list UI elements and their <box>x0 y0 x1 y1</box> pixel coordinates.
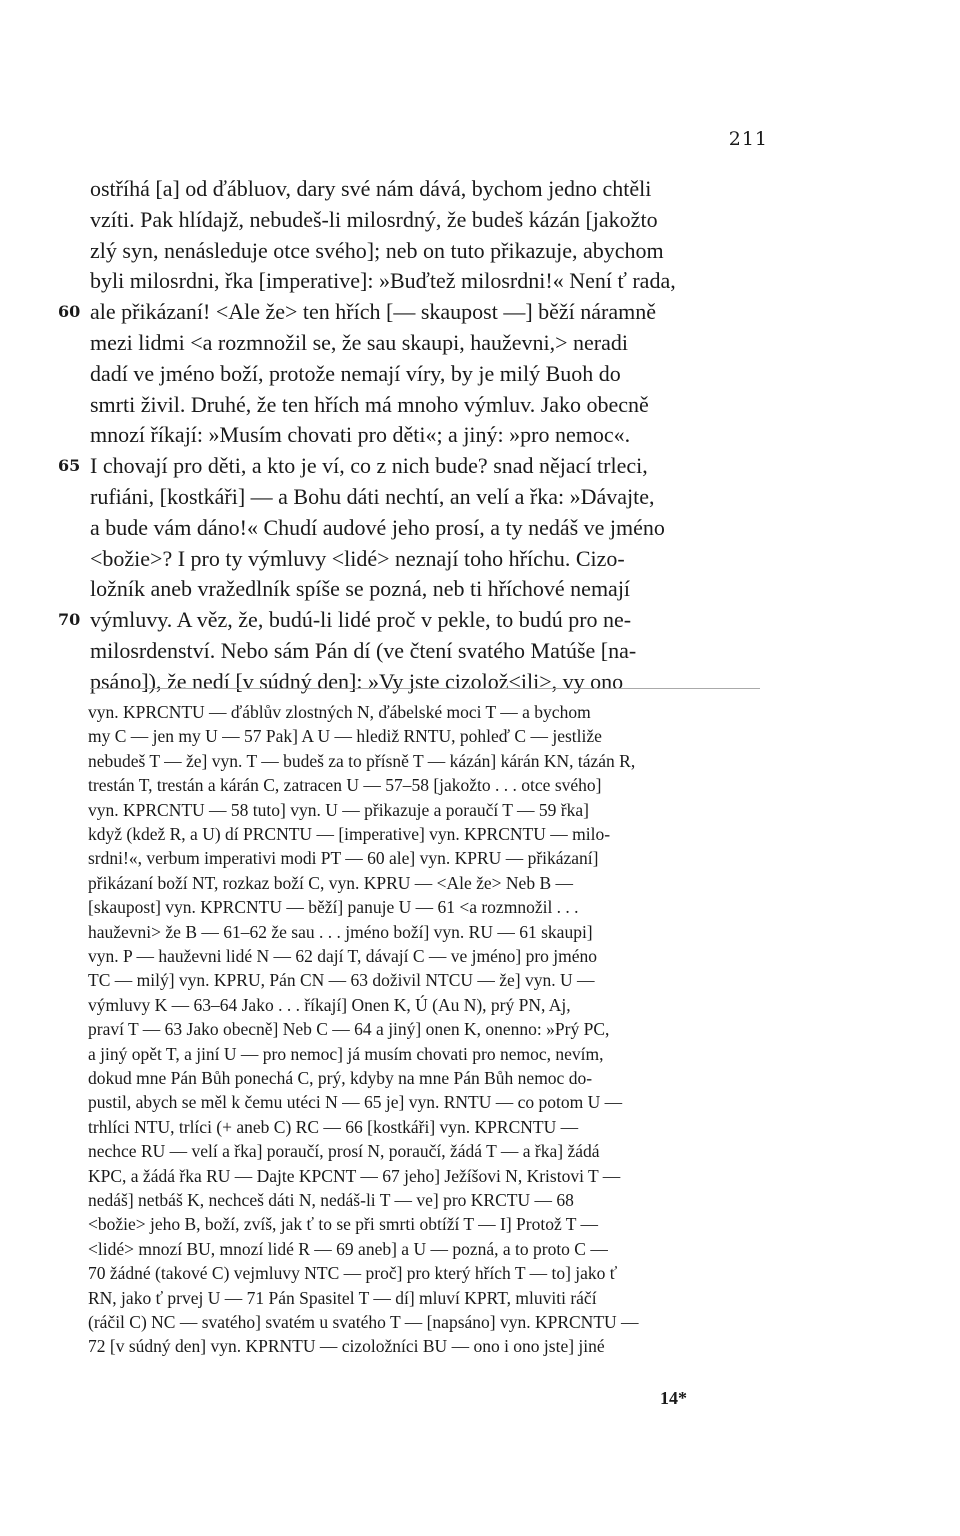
apparatus-line: 70 žádné (takové C) vejmluvy NTC — proč] pro který hřích T — to] jako ť <box>88 1263 618 1283</box>
text-line: psáno]), že nedí [v súdný den]: »Vy jste cizolož<ili>, vy ono <box>90 669 624 694</box>
text-line: I chovají pro děti, a kto je ví, co z nich bude? snad nějací trleci, <box>90 453 648 478</box>
footnote-separator <box>90 688 760 689</box>
text-line: ložník aneb vražedlník spíše se pozná, neb ti hříchové nemají <box>90 576 631 601</box>
text-line: <božie>? I pro ty výmluvy <lidé> neznají toho hříchu. Cizo- <box>90 546 625 571</box>
apparatus-line: nechce RU — velí a řka] poraučí, prosí N, poraučí, žádá T — a řka] žádá <box>88 1141 600 1161</box>
apparatus-line: trhlíci NTU, trlíci (+ aneb C) RC — 66 [kostkáři] vyn. KPRCNTU — <box>88 1117 579 1137</box>
apparatus-line: praví T — 63 Jako obecně] Neb C — 64 a jiný] onen K, onenno: »Prý PC, <box>88 1019 610 1039</box>
text-line: smrti živil. Druhé, že ten hřích má mnoho výmluv. Jako obecně <box>90 392 649 417</box>
text-line: milosrdenství. Nebo sám Pán dí (ve čtení svatého Matúše [na- <box>90 638 637 663</box>
apparatus-line: dokud mne Pán Bůh ponechá C, prý, kdyby na mne Pán Bůh nemoc do- <box>88 1068 593 1088</box>
apparatus-line: KPC, a žádá řka RU — Dajte KPCNT — 67 jeho] Ježíšovi N, Kristovi T — <box>88 1166 621 1186</box>
apparatus-line: vyn. P — hauževni lidé N — 62 dají T, dávají C — ve jméno] pro jméno <box>88 946 598 966</box>
text-line: vzíti. Pak hlídajž, nebudeš-li milosrdný, že budeš kázán [jakožto <box>90 207 658 232</box>
line-number: 70 <box>58 610 81 629</box>
text-line: mezi lidmi <a rozmnožil se, že sau skaupi, hauževni,> neradi <box>90 330 628 355</box>
line-number: 60 <box>58 302 81 321</box>
text-line: výmluvy. A věz, že, budú-li lidé proč v pekle, to budú pro ne- <box>90 607 632 632</box>
apparatus-line: trestán T, trestán a kárán C, zatracen U — 57–58 [jakožto . . . otce svého] <box>88 775 602 795</box>
text-line: ale přikázaní! <Ale že> ten hřích [— skaupost —] běží náramně <box>90 299 657 324</box>
apparatus-line: hauževni> že B — 61–62 že sau . . . jméno boží] vyn. RU — 61 skaupi] <box>88 922 593 942</box>
text-line: byli milosrdni, řka [imperative]: »Buďtež milosrdni!« Není ť rada, <box>90 268 676 293</box>
apparatus-line: přikázaní boží NT, rozkaz boží C, vyn. KPRU — <Ale že> Neb B — <box>88 873 573 893</box>
apparatus-line: <lidé> mnozí BU, mnozí lidé R — 69 aneb] a U — pozná, a to proto C — <box>88 1239 608 1259</box>
apparatus-line: [skaupost] vyn. KPRCNTU — běží] panuje U — 61 <a rozmnožil . . . <box>88 897 579 917</box>
apparatus-line: vyn. KPRCNTU — ďáblův zlostných N, ďábelské moci T — a bychom <box>88 702 591 722</box>
apparatus-line: nedáš] netbáš K, nechceš dáti N, nedáš-li T — ve] pro KRCTU — 68 <box>88 1190 574 1210</box>
apparatus-line: TC — milý] vyn. KPRU, Pán CN — 63 doživil NTCU — že] vyn. U — <box>88 970 595 990</box>
apparatus-line: když (kdež R, a U) dí PRCNTU — [imperative] vyn. KPRCNTU — milo- <box>88 824 611 844</box>
apparatus-line: výmluvy K — 63–64 Jako . . . říkají] Onen K, Ú (Au N), prý PN, Aj, <box>88 995 571 1015</box>
text-line: rufiáni, [kostkáři] — a Bohu dáti nechtí, an velí a řka: »Dávajte, <box>90 484 655 509</box>
page-number: 211 <box>728 128 768 150</box>
apparatus-line: srdni!«, verbum imperativi modi PT — 60 ale] vyn. KPRU — přikázaní] <box>88 848 599 868</box>
line-number: 65 <box>58 456 81 475</box>
signature-mark: 14* <box>660 1388 687 1408</box>
apparatus-line: <božie> jeho B, boží, zvíš, jak ť to se při smrti obtíží T — I] Protož T — <box>88 1214 599 1234</box>
text-line: zlý syn, nenásleduje otce svého]; neb on tuto přikazuje, abychom <box>90 238 664 263</box>
apparatus-line: my C — jen my U — 57 Pak] A U — hlediž RNTU, pohleď C — jestliže <box>88 726 602 746</box>
apparatus-line: RN, jako ť prvej U — 71 Pán Spasitel T — dí] mluví KPRT, mluviti ráčí <box>88 1288 597 1308</box>
text-line: ostříhá [a] od ďábluov, dary své nám dává, bychom jedno chtěli <box>90 176 652 201</box>
apparatus-line: vyn. KPRCNTU — 58 tuto] vyn. U — přikazuje a poraučí T — 59 řka] <box>88 800 589 820</box>
text-line: dadí ve jméno boží, protože nemají víry, by je milý Buoh do <box>90 361 621 386</box>
apparatus-line: (ráčil C) NC — svatého] svatém u svatého T — [napsáno] vyn. KPRCNTU — <box>88 1312 639 1332</box>
text-line: mnozí říkají: »Musím chovati pro děti«; a jiný: »pro nemoc«. <box>90 422 631 447</box>
text-line: a bude vám dáno!« Chudí audové jeho prosí, a ty nedáš ve jméno <box>90 515 665 540</box>
apparatus-line: nebudeš T — že] vyn. T — budeš za to přísně T — kázán] kárán KN, tázán R, <box>88 751 636 771</box>
apparatus-line: pustil, abych se měl k čemu utéci N — 65 je] vyn. RNTU — co potom U — <box>88 1092 623 1112</box>
apparatus-line: 72 [v súdný den] vyn. KPRNTU — cizoložníci BU — ono i ono jste] jiné <box>88 1336 605 1356</box>
apparatus-line: a jiný opět T, a jiní U — pro nemoc] já musím chovati pro nemoc, nevím, <box>88 1044 604 1064</box>
